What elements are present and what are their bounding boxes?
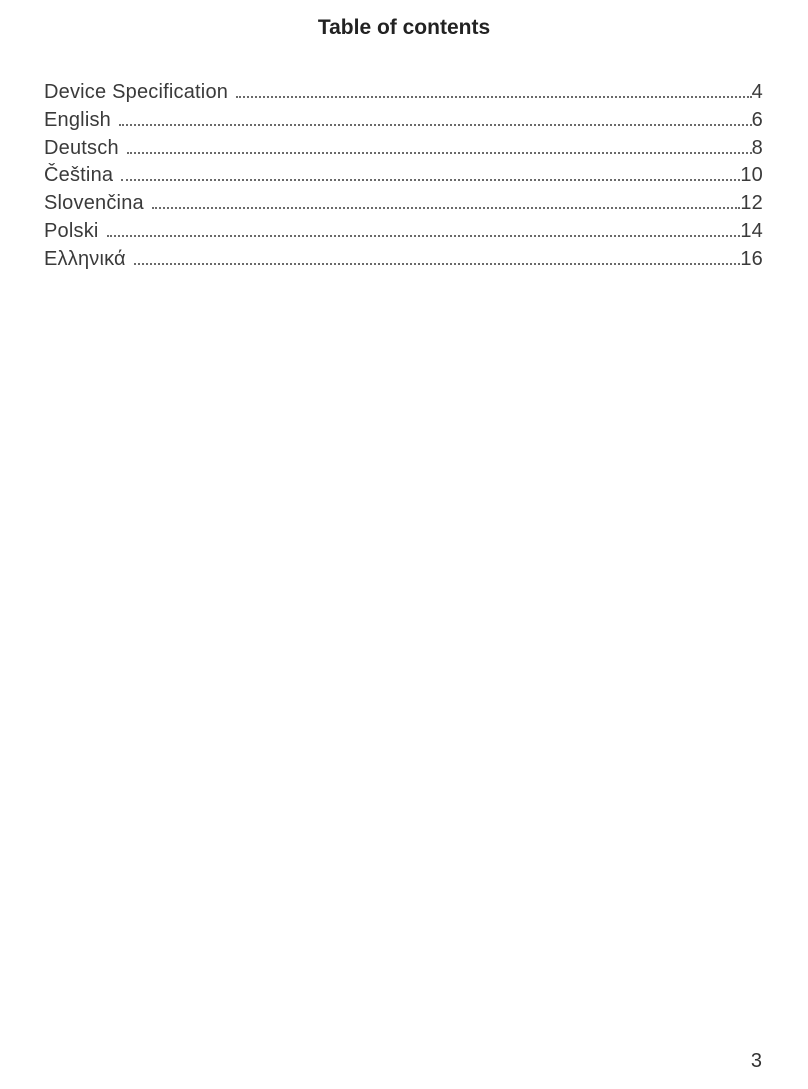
dot-leader bbox=[127, 152, 752, 154]
toc-entry-label: Čeština bbox=[44, 164, 114, 187]
toc-entry-label: Deutsch bbox=[44, 136, 119, 159]
toc-entry-deutsch[interactable] bbox=[44, 135, 763, 163]
toc-entry-english[interactable] bbox=[44, 107, 763, 135]
toc-entry-ellinika[interactable] bbox=[44, 246, 763, 274]
toc-entry-page: 16 bbox=[740, 247, 763, 270]
page-title: Table of contents bbox=[317, 16, 491, 39]
dot-leader bbox=[134, 263, 741, 265]
toc-entry-slovencina[interactable] bbox=[44, 190, 763, 218]
toc-entry-polski[interactable] bbox=[44, 218, 763, 246]
toc-entry-label: Slovenčina bbox=[44, 192, 144, 215]
table-of-contents bbox=[44, 79, 763, 274]
toc-entry-page: 14 bbox=[740, 219, 763, 242]
dot-leader bbox=[119, 124, 752, 126]
toc-entry-label: Ελληνικά bbox=[44, 247, 126, 270]
dot-leader bbox=[152, 207, 741, 209]
page-number: 3 bbox=[750, 1050, 762, 1072]
toc-entry-page: 10 bbox=[740, 164, 763, 187]
toc-entry-label: Device Specification bbox=[44, 81, 229, 103]
toc-entry-cestina[interactable] bbox=[44, 162, 763, 190]
toc-entry-page: 8 bbox=[751, 136, 763, 159]
toc-entry-page: 12 bbox=[740, 192, 763, 215]
dot-leader bbox=[107, 235, 741, 237]
dot-leader bbox=[121, 179, 740, 181]
toc-entry-page: 6 bbox=[751, 108, 763, 131]
dot-leader bbox=[236, 96, 752, 98]
toc-entry-page: 4 bbox=[751, 81, 763, 103]
toc-entry-label: Polski bbox=[44, 219, 99, 242]
toc-entry-label: English bbox=[44, 108, 111, 131]
toc-entry-device-specification[interactable] bbox=[44, 79, 763, 107]
